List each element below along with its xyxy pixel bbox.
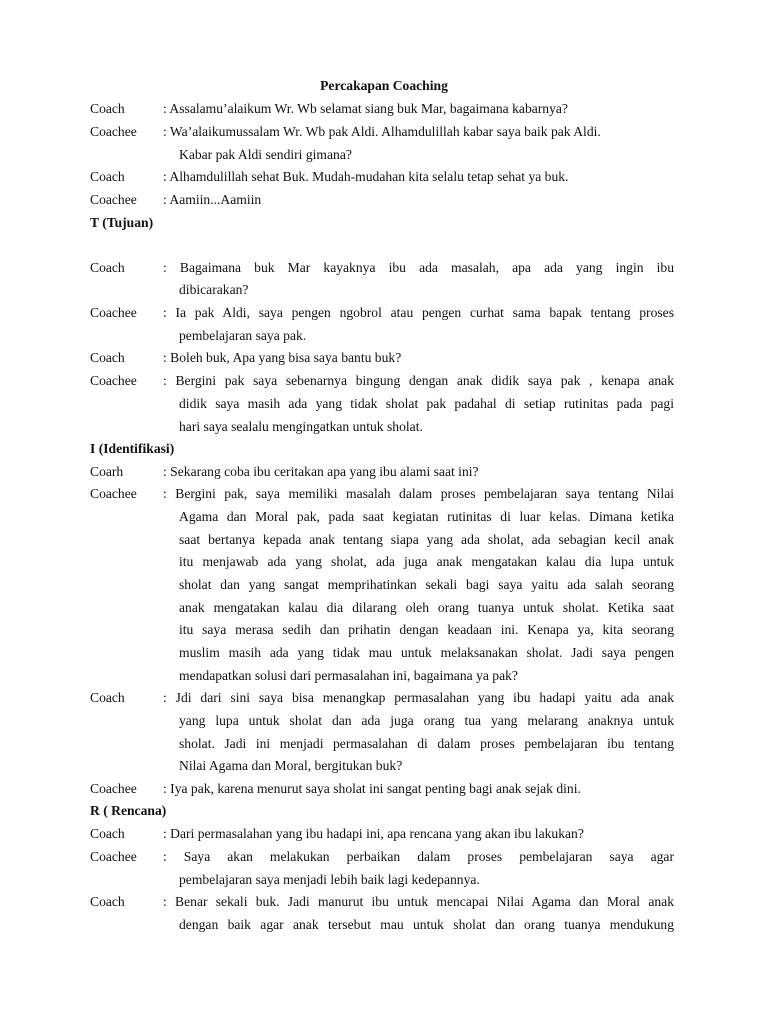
- utterance-text: : Bergini pak, saya memiliki masalah dalam proses pembelajaran saya tentang Nilai: [163, 486, 674, 501]
- speaker-label: Coach: [90, 690, 125, 705]
- speaker-label: Coachee: [90, 305, 137, 320]
- utterance-text: : Berginі pak saya sebenarnya bingung dengan anak didik saya pak , kenapa anak: [163, 373, 674, 388]
- continuation-line: Nilai Agama dan Moral, bergitukan buk?: [179, 758, 403, 773]
- speaker-label: Coachee: [90, 124, 137, 139]
- continuation-line: itu saya merasa sedih dan prihatin dengan keadaan ini. Kenapa ya, kita seorang: [179, 622, 674, 637]
- speaker-label: Coachee: [90, 486, 137, 501]
- continuation-line: didik saya masih ada yang tidak sholat pak padahal di setiap rutinitas pada pagi: [179, 396, 674, 411]
- speaker-label: Coachee: [90, 849, 137, 864]
- speaker-label: Coachee: [90, 192, 137, 207]
- utterance-text: : Sekarang coba ibu ceritakan apa yang ibu alami saat ini?: [163, 464, 479, 479]
- continuation-line: sholat dan yang sangat memprihatinkan sekali bagi saya yaitu ada salah seorang: [179, 577, 674, 592]
- dialogue-line: [90, 484, 674, 506]
- speaker-label: Coachee: [90, 781, 137, 796]
- utterance-text: : Wa’alaikumussalam Wr. Wb pak Aldi. Alhamdulillah kabar saya baik pak Aldi.: [163, 124, 601, 139]
- utterance-text: : Aamiin...Aamiin: [163, 192, 262, 207]
- dialogue-line: [90, 688, 674, 710]
- utterance-text: : Bagaimana buk Mar kayaknya ibu ada masalah, apa ada yang ingin ibu: [163, 260, 674, 275]
- dialogue-line: [90, 892, 674, 914]
- continuation-line: hari saya sealalu mengingatkan untuk sholat.: [179, 419, 423, 434]
- section-heading-identifikasi: I (Identifikasi): [90, 441, 175, 456]
- dialogue-line: [90, 847, 674, 869]
- continuation-line: saat bertanya kepada anak tentang siapa yang ada sholat, ada sebagian kecil anak: [179, 532, 674, 547]
- dialogue-line: [90, 371, 674, 393]
- speaker-label: Coach: [90, 169, 125, 184]
- dialogue-line: [90, 462, 674, 484]
- dialogue-line: [90, 167, 674, 189]
- utterance-text: : Jdi dari sini saya bisa menangkap permasalahan yang ibu hadapi yaitu ada anak: [163, 690, 674, 705]
- dialogue-line: [90, 348, 674, 370]
- continuation-line: Kabar pak Aldi sendiri gimana?: [179, 147, 352, 162]
- continuation-line: pembelajaran saya pak.: [179, 328, 307, 343]
- utterance-text: : Benar sekali buk. Jadi manurut ibu untuk mencapai Nilai Agama dan Moral anak: [163, 894, 674, 909]
- dialogue-line: [90, 824, 674, 846]
- section-heading-rencana: R ( Rencana): [90, 803, 167, 818]
- speaker-label: Coach: [90, 260, 125, 275]
- speaker-label: Coach: [90, 894, 125, 909]
- utterance-text: : Alhamdulillah sehat Buk. Mudah-mudahan kita selalu tetap sehat ya buk.: [163, 169, 569, 184]
- continuation-line: pembelajaran saya menjadi lebih baik lagi kedepannya.: [179, 872, 480, 887]
- dialogue-line: [90, 190, 674, 212]
- continuation-line: mendapatkan solusi dari permasalahan ini, bagaimana ya pak?: [179, 668, 518, 683]
- continuation-line: dengan baik agar anak tersebut mau untuk sholat dan orang tuanya mendukung: [179, 917, 674, 932]
- continuation-line: anak mengatakan kalau dia dilarang oleh orang tuanya untuk sholat. Ketika saat: [179, 600, 674, 615]
- dialogue-line: [90, 258, 674, 280]
- speaker-label: Coach: [90, 350, 125, 365]
- continuation-line: dibicarakan?: [179, 282, 249, 297]
- continuation-line: muslim masih ada yang tidak mau untuk melaksanakan sholat. Jadi saya pengen: [179, 645, 674, 660]
- speaker-label: Coach: [90, 101, 125, 116]
- section-heading-tujuan: T (Tujuan): [90, 215, 154, 230]
- utterance-text: : Ia pak Aldi, saya pengen ngobrol atau pengen curhat sama bapak tentang proses: [163, 305, 674, 320]
- continuation-line: itu menjawab ada yang sholat, ada juga anak mengatakan kalau dia lupa untuk: [179, 554, 674, 569]
- utterance-text: : Iya pak, karena menurut saya sholat ini sangat penting bagi anak sejak dini.: [163, 781, 581, 796]
- dialogue-line: [90, 99, 674, 121]
- utterance-text: : Saya akan melakukan perbaikan dalam proses pembelajaran saya agar: [163, 849, 674, 864]
- continuation-line: sholat. Jadi ini menjadi permasalahan di dalam proses pembelajaran ibu tentang: [179, 736, 674, 751]
- dialogue-line: [90, 779, 674, 801]
- speaker-label: Coarh: [90, 464, 124, 479]
- utterance-text: : Assalamu’alaikum Wr. Wb selamat siang buk Mar, bagaimana kabarnya?: [163, 101, 568, 116]
- continuation-line: yang lupa untuk sholat dan ada juga orang tua yang melarang anaknya untuk: [179, 713, 674, 728]
- dialogue-line: [90, 122, 674, 144]
- speaker-label: Coach: [90, 826, 125, 841]
- continuation-line: Agama dan Moral pak, pada saat kegiatan rutinitas di luar kelas. Dimana ketika: [179, 509, 674, 524]
- utterance-text: : Dari permasalahan yang ibu hadapi ini, apa rencana yang akan ibu lakukan?: [163, 826, 584, 841]
- dialogue-line: [90, 303, 674, 325]
- speaker-label: Coachee: [90, 373, 137, 388]
- utterance-text: : Boleh buk, Apa yang bisa saya bantu buk?: [163, 350, 402, 365]
- document-title: Percakapan Coaching: [320, 78, 448, 93]
